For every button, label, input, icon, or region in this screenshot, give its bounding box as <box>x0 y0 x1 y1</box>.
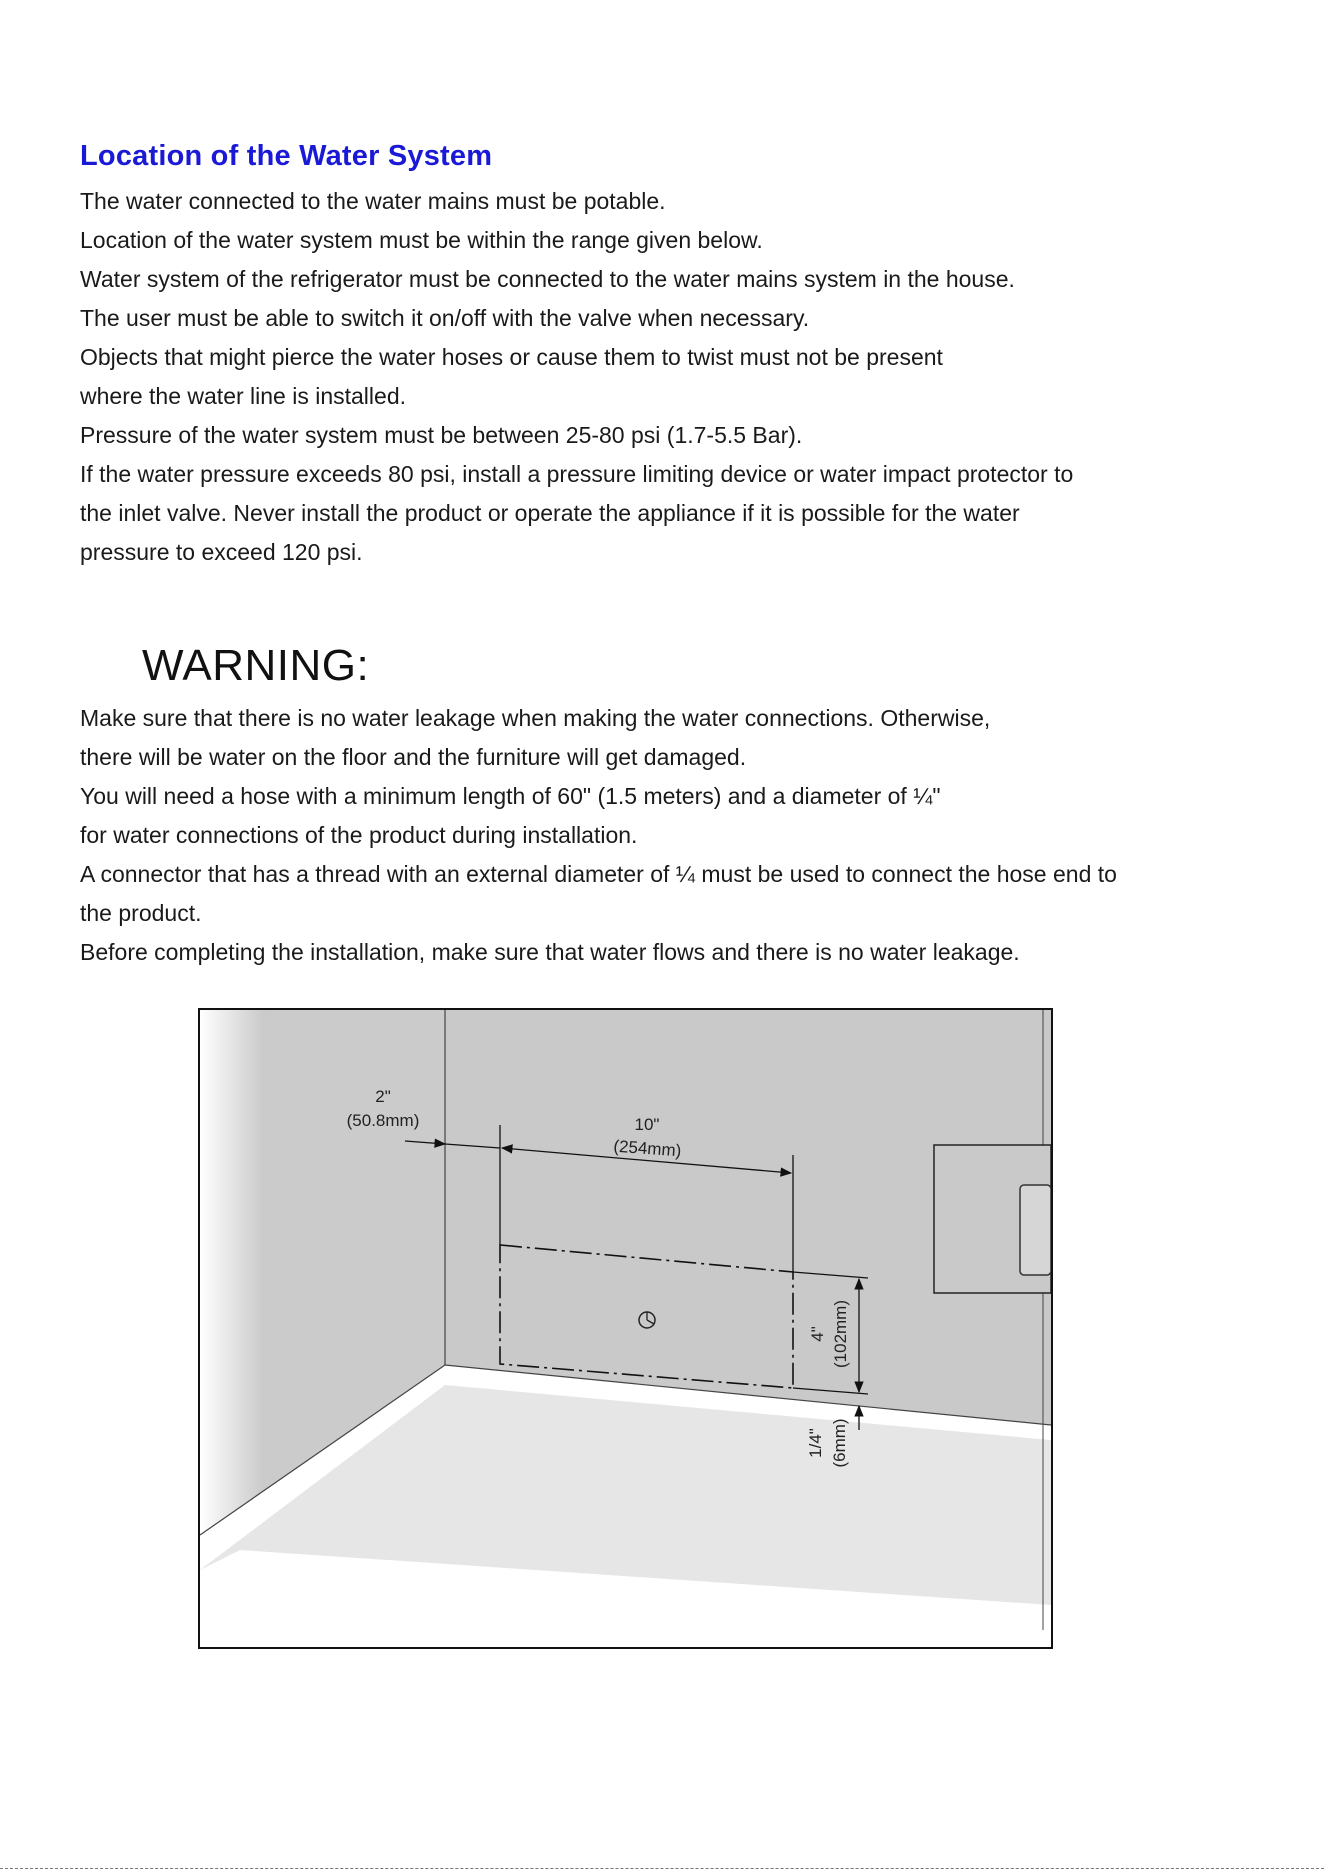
installation-diagram <box>198 1008 1053 1649</box>
body-line: Water system of the refrigerator must be connected to the water mains system in the house. <box>80 266 1015 292</box>
section-heading: Location of the Water System <box>80 140 493 172</box>
side-wall-shade <box>200 1010 265 1570</box>
body-line: The user must be able to switch it on/off with the valve when necessary. <box>80 305 810 331</box>
floor-dim-inch-label: 1/4" <box>806 1428 825 1458</box>
installation-diagram-drawing <box>200 1010 1051 1647</box>
width-dim-mm-label: (254mm) <box>612 1136 682 1161</box>
warning-body <box>80 699 1260 972</box>
body-line: Pressure of the water system must be between 25-80 psi (1.7-5.5 Bar). <box>80 422 803 448</box>
side-dim-inch-label: 2" <box>375 1087 391 1106</box>
width-dim-inch-label: 10" <box>634 1115 660 1134</box>
warning-line: Before completing the installation, make sure that water flows and there is no water leakage. <box>80 939 1020 965</box>
side-dim-mm-label: (50.8mm) <box>346 1111 420 1130</box>
warning-line: for water connections of the product during installation. <box>80 822 638 848</box>
wall-panel-handle <box>1020 1185 1051 1275</box>
warning-line: the product. <box>80 900 202 926</box>
body-line: the inlet valve. Never install the product or operate the appliance if it is possible for the water <box>80 500 1020 526</box>
body-line: pressure to exceed 120 psi. <box>80 539 363 565</box>
height-dim-inch-label: 4" <box>808 1326 827 1342</box>
body-line: where the water line is installed. <box>80 383 406 409</box>
warning-line: A connector that has a thread with an external diameter of ¼ must be used to connect the hose end to <box>80 861 1117 887</box>
warning-line: there will be water on the floor and the furniture will get damaged. <box>80 744 747 770</box>
height-dim-mm-label: (102mm) <box>831 1299 850 1369</box>
body-line: Location of the water system must be within the range given below. <box>80 227 763 253</box>
warning-line: Make sure that there is no water leakage when making the water connections. Otherwise, <box>80 705 991 731</box>
page-bottom-rule <box>0 1868 1324 1869</box>
body-line: Objects that might pierce the water hoses or cause them to twist must not be present <box>80 344 943 370</box>
floor-dim-mm-label: (6mm) <box>830 1418 849 1468</box>
section-body <box>80 182 1260 572</box>
body-line: The water connected to the water mains must be potable. <box>80 188 666 214</box>
body-line: If the water pressure exceeds 80 psi, install a pressure limiting device or water impact protector to <box>80 461 1074 487</box>
warning-line: You will need a hose with a minimum length of 60" (1.5 meters) and a diameter of ¼" <box>80 783 941 809</box>
warning-title: WARNING: <box>142 641 370 690</box>
